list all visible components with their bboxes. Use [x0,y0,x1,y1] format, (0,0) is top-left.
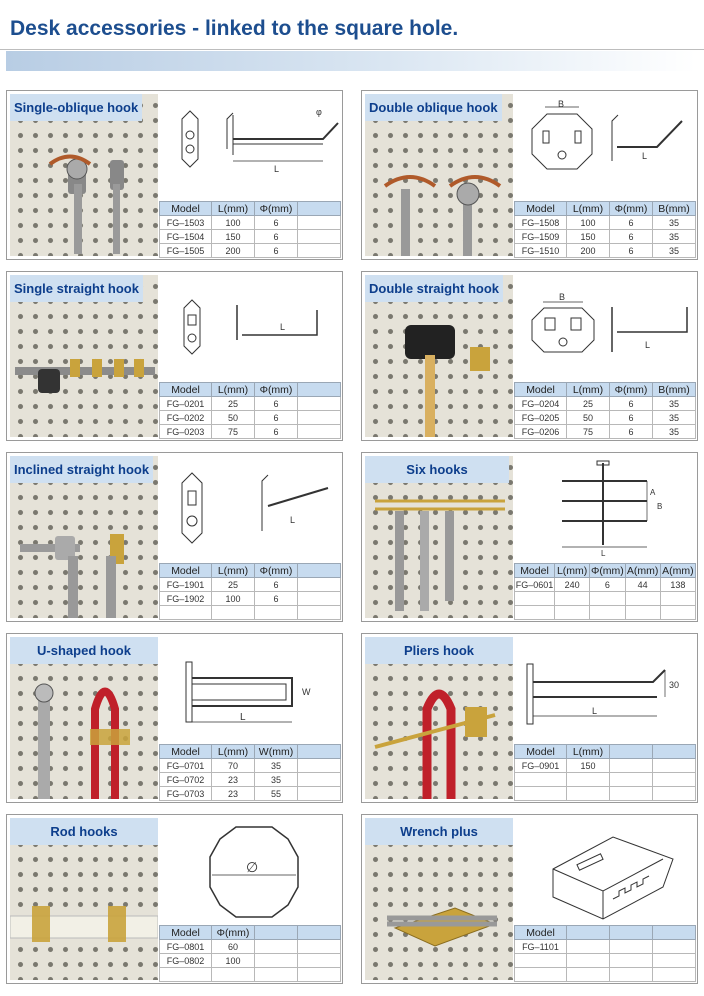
table-row [160,592,341,606]
table-cell [298,244,341,258]
table-row [515,787,696,801]
header-band [6,51,696,71]
technical-drawing [517,457,695,559]
table-cell: 150 [567,759,610,773]
product-photo [10,818,158,980]
table-cell: 35 [653,425,696,439]
technical-drawing [517,99,695,197]
dim-label-l: L [280,322,286,332]
table-cell [515,606,555,620]
panel-single-straight-hook [6,271,343,441]
dim-label-b: B [559,292,566,302]
table-header-cell: L(mm) [212,383,255,397]
table-header-cell: Φ(mm) [255,202,298,216]
table-cell: FG–0205 [515,411,567,425]
table-cell [625,592,660,606]
table-cell [567,940,610,954]
table-cell [298,397,341,411]
table-cell: 35 [653,411,696,425]
table-cell [255,968,298,982]
product-photo [365,637,513,799]
table-row [160,606,341,620]
spec-table [514,563,696,620]
technical-drawing [517,642,695,740]
table-cell: FG–1503 [160,216,212,230]
table-cell [555,606,590,620]
table-cell [653,759,696,773]
table-cell: 6 [610,411,653,425]
panel-double-straight-hook [361,271,698,441]
table-header-cell [610,745,653,759]
table-cell: FG–0801 [160,940,212,954]
table-cell [515,787,567,801]
table-row [515,230,696,244]
table-header-cell: Model [160,202,212,216]
technical-drawing [162,461,340,559]
table-cell: 6 [255,216,298,230]
table-cell: 23 [212,773,255,787]
table-cell: 60 [212,940,255,954]
spec-table [159,201,341,258]
table-row [515,578,696,592]
dim-label-b: B [558,99,565,109]
panel-title: Inclined straight hook [10,456,153,483]
table-header-cell: L(mm) [567,383,610,397]
dim-label-l: L [642,151,648,161]
table-cell: 150 [567,230,610,244]
panel-title: Single straight hook [10,275,143,302]
table-row [160,968,341,982]
table-cell: 35 [653,216,696,230]
table-cell [567,968,610,982]
table-header-cell: Φ(mm) [610,202,653,216]
table-cell: FG–0601 [515,579,554,590]
table-cell [515,592,555,606]
table-cell: 75 [212,425,255,439]
table-header-cell: Φ(mm) [610,383,653,397]
table-header-cell [298,564,341,578]
panel-wrench-plus [361,814,698,984]
table-cell: 100 [212,954,255,968]
table-header-cell: L(mm) [567,202,610,216]
table-header-cell: Model [160,745,212,759]
dim-label-a: A [650,488,656,497]
table-cell: FG–1504 [160,230,212,244]
dim-label-w: W [302,687,311,697]
table-row [160,773,341,787]
table-cell [653,940,696,954]
table-row [515,968,696,982]
table-cell [590,606,625,620]
table-cell: 6 [255,411,298,425]
table-cell [298,216,341,230]
table-cell: 6 [610,425,653,439]
table-cell: FG–1101 [515,940,567,954]
dim-label-l: L [592,706,598,716]
table-row [160,230,341,244]
table-row [160,244,341,258]
table-cell: 240 [555,578,590,592]
table-header-cell [567,926,610,940]
product-photo [10,637,158,799]
table-cell: 100 [212,592,255,606]
table-header-cell [653,745,696,759]
table-cell [212,968,255,982]
spec-table [514,201,696,258]
table-cell [653,968,696,982]
spec-table [159,382,341,439]
table-header-cell: L(mm) [212,564,255,578]
table-cell: 23 [212,787,255,801]
table-header-cell [610,926,653,940]
table-cell [255,606,298,620]
table-cell: 75 [567,425,610,439]
table-header-cell: W(mm) [255,745,298,759]
table-cell [515,773,567,787]
product-photo [365,275,513,437]
table-header-cell: Model [515,383,567,397]
technical-drawing [162,642,340,740]
table-cell: FG–0703 [160,787,212,801]
table-cell: 6 [590,578,625,592]
table-cell: 44 [625,578,660,592]
table-header-cell: A(mm) [626,564,659,577]
table-header-cell: Model [515,745,567,759]
table-cell [610,773,653,787]
table-cell: 35 [653,397,696,411]
spec-table [159,744,341,801]
panel-u-shaped-hook [6,633,343,803]
table-cell [298,773,341,787]
table-cell: 200 [212,244,255,258]
spec-table [159,563,341,620]
table-cell: 6 [610,230,653,244]
product-photo [10,94,158,256]
table-cell [298,606,341,620]
table-cell [567,787,610,801]
table-cell: FG–0203 [160,425,212,439]
table-cell: 6 [255,592,298,606]
table-row [160,954,341,968]
panel-inclined-straight-hook [6,452,343,622]
table-cell [255,940,298,954]
technical-drawing [517,819,695,923]
table-header-cell: L(mm) [555,564,590,578]
table-cell: FG–1509 [515,230,567,244]
table-cell: FG–1901 [160,578,212,592]
dim-label-l: L [274,164,280,174]
table-cell: 200 [567,244,610,258]
table-row [515,606,696,620]
dim-label-phi: φ [316,107,322,117]
table-cell: FG–0201 [160,397,212,411]
table-cell [298,592,341,606]
table-cell [160,606,212,620]
panel-title: Double straight hook [365,275,503,302]
table-cell: 150 [212,230,255,244]
table-cell: FG–0702 [160,773,212,787]
table-row [160,578,341,592]
table-cell [298,954,341,968]
table-row [515,425,696,439]
panel-title: Six hooks [365,456,509,483]
panel-rod-hooks [6,814,343,984]
panel-title: Rod hooks [10,818,158,845]
product-photo [10,275,158,437]
header-rule [0,49,704,50]
table-cell: 6 [610,397,653,411]
table-row [160,787,341,801]
table-cell [298,968,341,982]
table-cell [660,592,695,606]
table-row [515,954,696,968]
table-cell: 35 [653,230,696,244]
product-photo [365,456,513,618]
table-header-cell [298,926,341,940]
panel-title: U-shaped hook [10,637,158,664]
table-row [515,244,696,258]
table-header-cell: Model [160,383,212,397]
table-cell [567,954,610,968]
table-row [160,216,341,230]
panel-double-oblique-hook [361,90,698,260]
table-header-cell [653,926,696,940]
spec-table [514,382,696,439]
table-cell: 35 [255,773,298,787]
table-cell: 25 [212,578,255,592]
table-row [160,425,341,439]
table-cell [610,759,653,773]
dim-label-diameter: ∅ [246,859,259,875]
table-cell [555,592,590,606]
table-cell [298,940,341,954]
technical-drawing [162,280,340,378]
panel-single-oblique-hook [6,90,343,260]
table-cell: 100 [212,216,255,230]
table-cell [610,954,653,968]
technical-drawing [162,819,340,923]
table-row [160,397,341,411]
table-cell: FG–1505 [160,244,212,258]
product-photo [365,818,513,980]
table-cell [515,954,567,968]
table-cell: FG–0701 [160,759,212,773]
table-cell: FG–0204 [515,397,567,411]
table-cell [660,606,695,620]
table-cell: 100 [567,216,610,230]
table-cell [590,592,625,606]
table-cell: 50 [567,411,610,425]
table-cell: 6 [255,425,298,439]
panel-six-hooks [361,452,698,622]
table-header-cell: Φ(mm) [255,564,298,578]
panel-title: Single-oblique hook [10,94,142,121]
table-cell [653,773,696,787]
panel-title: Double oblique hook [365,94,502,121]
panel-title: Pliers hook [365,637,513,664]
table-cell [653,787,696,801]
table-cell [625,606,660,620]
table-row [515,411,696,425]
table-cell: 25 [567,397,610,411]
table-cell: FG–0901 [515,759,567,773]
table-cell: FG–1902 [160,592,212,606]
table-cell: FG–0206 [515,425,567,439]
table-cell [298,759,341,773]
table-header-cell: Model [515,202,567,216]
table-header-cell: L(mm) [212,745,255,759]
table-cell [298,411,341,425]
spec-table [159,925,341,982]
table-cell [567,773,610,787]
table-cell [298,578,341,592]
table-header-cell: Φ(mm) [255,383,298,397]
technical-drawing [517,280,695,378]
dim-label-l: L [290,515,296,525]
table-cell: FG–0202 [160,411,212,425]
table-header-cell: B(mm) [653,383,696,397]
table-cell [610,940,653,954]
table-header-cell: Φ(mm) [590,564,624,577]
table-cell: 25 [212,397,255,411]
table-cell: 55 [255,787,298,801]
table-header-cell [298,745,341,759]
table-cell [298,787,341,801]
table-cell [610,787,653,801]
dim-label-b: B [657,502,663,511]
table-cell: 138 [660,578,695,592]
table-header-cell [298,383,341,397]
table-header-cell [298,202,341,216]
table-cell: 6 [255,244,298,258]
table-cell: 6 [610,244,653,258]
table-cell: 6 [610,216,653,230]
table-header-cell: Model [515,564,555,578]
table-header-cell: B(mm) [653,202,696,216]
page-title: Desk accessories - linked to the square hole. [10,17,459,40]
dim-label-l: L [601,549,606,558]
dim-label-l: L [240,712,246,723]
dim-label-30: 30 [669,680,680,690]
table-row [515,773,696,787]
table-cell: FG–1508 [515,216,567,230]
table-cell: 70 [212,759,255,773]
spec-table [514,744,696,801]
panel-pliers-hook [361,633,698,803]
table-header-cell: Model [160,926,212,940]
spec-table [514,925,696,982]
table-row [515,397,696,411]
table-cell: FG–1510 [515,244,567,258]
table-cell [160,968,212,982]
panel-title: Wrench plus [365,818,513,845]
table-cell [653,954,696,968]
table-header-cell [255,926,298,940]
table-cell: 6 [255,397,298,411]
table-cell: 35 [255,759,298,773]
table-cell: FG–0802 [160,954,212,968]
table-cell: 50 [212,411,255,425]
table-header-cell: L(mm) [212,202,255,216]
table-row [515,940,696,954]
table-cell [610,968,653,982]
table-row [515,759,696,773]
table-row [160,759,341,773]
product-photo [10,456,158,618]
table-cell [212,606,255,620]
table-cell [515,968,567,982]
table-header-cell: A(mm) [662,564,694,577]
table-cell [298,425,341,439]
table-cell: 6 [255,230,298,244]
table-row [160,411,341,425]
table-cell [255,954,298,968]
product-photo [365,94,513,256]
table-header-cell: L(mm) [567,745,610,759]
table-header-cell: Model [515,926,567,940]
dim-label-l: L [645,340,651,350]
table-cell [298,230,341,244]
table-row [160,940,341,954]
table-cell: 6 [255,578,298,592]
technical-drawing [162,99,340,197]
table-cell: 35 [653,244,696,258]
table-header-cell: Model [160,564,212,578]
table-header-cell: Φ(mm) [212,926,255,940]
table-row [515,592,696,606]
table-row [515,216,696,230]
